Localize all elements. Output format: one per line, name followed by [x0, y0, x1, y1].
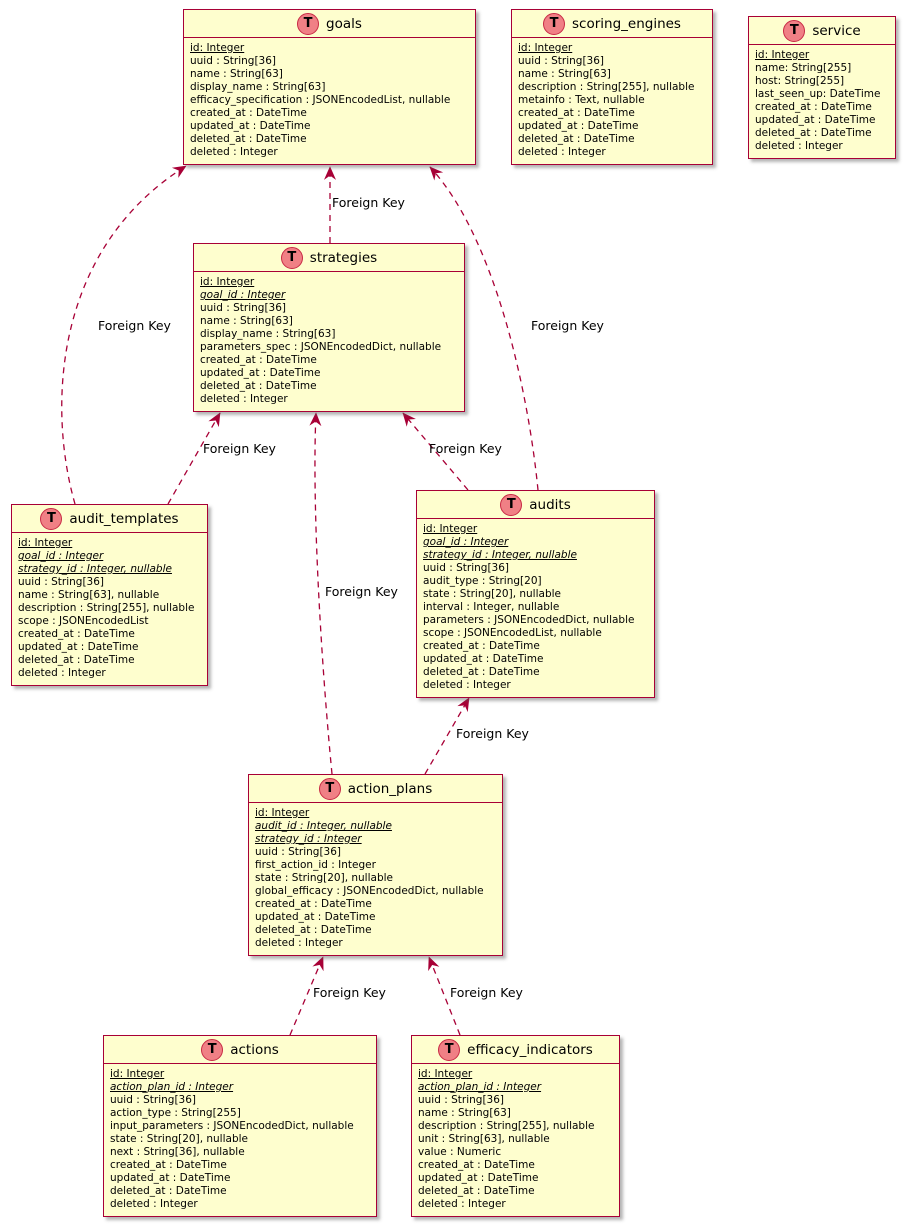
field-metainfo: metainfo : Text, nullable — [518, 94, 645, 106]
field-deleted_at: deleted_at : DateTime — [110, 1185, 227, 1197]
entity-fields — [417, 519, 654, 697]
field-deleted_at: deleted_at : DateTime — [418, 1185, 535, 1197]
entity-goals — [183, 9, 476, 165]
field-deleted: deleted : Integer — [418, 1198, 506, 1210]
field-description: description : String[255], nullable — [18, 602, 195, 614]
field-updated_at: updated_at : DateTime — [200, 367, 321, 379]
field-last_seen_up: last_seen_up: DateTime — [755, 88, 881, 100]
field-updated_at: updated_at : DateTime — [190, 120, 311, 132]
field-value: value : Numeric — [418, 1146, 502, 1158]
field-name: name : String[63] — [200, 315, 293, 327]
field-uuid: uuid : String[36] — [255, 846, 341, 858]
field-input_parameters: input_parameters : JSONEncodedDict, nullable — [110, 1120, 354, 1132]
field-id: id: Integer — [255, 807, 310, 819]
field-goal_id: goal_id : Integer — [423, 536, 509, 548]
entity-header — [417, 491, 654, 519]
entity-fields — [104, 1064, 376, 1216]
field-name: name : String[63] — [418, 1107, 511, 1119]
field-id: id: Integer — [755, 49, 810, 61]
entity-fields — [249, 803, 502, 955]
field-state: state : String[20], nullable — [255, 872, 393, 884]
entity-header — [12, 505, 207, 533]
field-audit_type: audit_type : String[20] — [423, 575, 542, 587]
entity-fields — [412, 1064, 619, 1216]
field-strategy_id: strategy_id : Integer, nullable — [423, 549, 577, 561]
field-created_at: created_at : DateTime — [518, 107, 635, 119]
table-spot-icon: T — [438, 1039, 460, 1061]
field-id: id: Integer — [418, 1068, 473, 1080]
field-uuid: uuid : String[36] — [200, 302, 286, 314]
field-parameters: parameters : JSONEncodedDict, nullable — [423, 614, 635, 626]
fk-edge-audit_templates-to-goals — [62, 166, 186, 504]
entity-title-scoring_engines: scoring_engines — [572, 15, 681, 32]
foreign-key-label: Foreign Key — [456, 726, 529, 741]
field-uuid: uuid : String[36] — [110, 1094, 196, 1106]
field-deleted: deleted : Integer — [518, 146, 606, 158]
field-deleted: deleted : Integer — [18, 667, 106, 679]
field-audit_id: audit_id : Integer, nullable — [255, 820, 392, 832]
field-state: state : String[20], nullable — [423, 588, 561, 600]
field-created_at: created_at : DateTime — [18, 628, 135, 640]
field-created_at: created_at : DateTime — [200, 354, 317, 366]
field-id: id: Integer — [200, 276, 255, 288]
table-spot-icon: T — [40, 508, 62, 530]
foreign-key-label: Foreign Key — [98, 318, 171, 333]
entity-title-actions: actions — [230, 1041, 279, 1058]
entity-audits — [416, 490, 655, 698]
field-strategy_id: strategy_id : Integer — [255, 833, 362, 845]
field-uuid: uuid : String[36] — [18, 576, 104, 588]
entity-header — [184, 10, 475, 38]
field-updated_at: updated_at : DateTime — [418, 1172, 539, 1184]
field-uuid: uuid : String[36] — [418, 1094, 504, 1106]
entity-strategies — [193, 243, 465, 412]
field-updated_at: updated_at : DateTime — [423, 653, 544, 665]
field-updated_at: updated_at : DateTime — [518, 120, 639, 132]
entity-efficacy_indicators — [411, 1035, 620, 1217]
field-id: id: Integer — [18, 537, 73, 549]
field-deleted: deleted : Integer — [200, 393, 288, 405]
field-name: name : String[63] — [518, 68, 611, 80]
entity-actions — [103, 1035, 377, 1217]
foreign-key-label: Foreign Key — [429, 441, 502, 456]
field-deleted: deleted : Integer — [110, 1198, 198, 1210]
table-spot-icon: T — [281, 247, 303, 269]
entity-action_plans — [248, 774, 503, 956]
field-interval: interval : Integer, nullable — [423, 601, 560, 613]
field-created_at: created_at : DateTime — [110, 1159, 227, 1171]
entity-scoring_engines — [511, 9, 713, 165]
field-name: name : String[63] — [190, 68, 283, 80]
entity-fields — [12, 533, 207, 685]
foreign-key-label: Foreign Key — [332, 195, 405, 210]
field-next: next : String[36], nullable — [110, 1146, 245, 1158]
field-updated_at: updated_at : DateTime — [18, 641, 139, 653]
table-spot-icon: T — [543, 13, 565, 35]
field-action_plan_id: action_plan_id : Integer — [110, 1081, 234, 1093]
field-deleted_at: deleted_at : DateTime — [423, 666, 540, 678]
field-updated_at: updated_at : DateTime — [755, 114, 876, 126]
table-spot-icon: T — [297, 13, 319, 35]
field-action_plan_id: action_plan_id : Integer — [418, 1081, 542, 1093]
field-deleted: deleted : Integer — [755, 140, 843, 152]
entity-fields — [184, 38, 475, 164]
entity-title-service: service — [812, 22, 861, 39]
field-uuid: uuid : String[36] — [190, 55, 276, 67]
field-parameters_spec: parameters_spec : JSONEncodedDict, nullable — [200, 341, 442, 353]
field-description: description : String[255], nullable — [518, 81, 695, 93]
foreign-key-label: Foreign Key — [450, 985, 523, 1000]
entity-fields — [194, 272, 464, 411]
field-uuid: uuid : String[36] — [518, 55, 604, 67]
entity-fields — [512, 38, 712, 164]
foreign-key-label: Foreign Key — [203, 441, 276, 456]
entity-header — [412, 1036, 619, 1064]
field-deleted_at: deleted_at : DateTime — [755, 127, 872, 139]
field-deleted_at: deleted_at : DateTime — [255, 924, 372, 936]
field-deleted_at: deleted_at : DateTime — [18, 654, 135, 666]
entity-header — [512, 10, 712, 38]
field-host: host: String[255] — [755, 75, 845, 87]
field-deleted: deleted : Integer — [423, 679, 511, 691]
field-updated_at: updated_at : DateTime — [110, 1172, 231, 1184]
field-created_at: created_at : DateTime — [190, 107, 307, 119]
field-name: name : String[63], nullable — [18, 589, 160, 601]
table-spot-icon: T — [319, 778, 341, 800]
entity-header — [104, 1036, 376, 1064]
field-id: id: Integer — [518, 42, 573, 54]
table-spot-icon: T — [201, 1039, 223, 1061]
entity-fields — [749, 45, 895, 158]
entity-title-goals: goals — [326, 15, 362, 32]
fk-edge-audit_templates-to-strategies — [168, 413, 220, 504]
field-created_at: created_at : DateTime — [255, 898, 372, 910]
field-first_action_id: first_action_id : Integer — [255, 859, 376, 871]
field-deleted: deleted : Integer — [255, 937, 343, 949]
entity-title-strategies: strategies — [309, 249, 378, 266]
field-action_type: action_type : String[255] — [110, 1107, 241, 1119]
field-deleted: deleted : Integer — [190, 146, 278, 158]
field-id: id: Integer — [110, 1068, 165, 1080]
entity-title-action_plans: action_plans — [347, 780, 433, 797]
field-updated_at: updated_at : DateTime — [255, 911, 376, 923]
table-spot-icon: T — [500, 494, 522, 516]
foreign-key-label: Foreign Key — [531, 318, 604, 333]
field-description: description : String[255], nullable — [418, 1120, 595, 1132]
field-scope: scope : JSONEncodedList — [18, 615, 149, 627]
field-name: name: String[255] — [755, 62, 852, 74]
field-id: id: Integer — [190, 42, 245, 54]
field-goal_id: goal_id : Integer — [200, 289, 286, 301]
field-deleted_at: deleted_at : DateTime — [200, 380, 317, 392]
field-id: id: Integer — [423, 523, 478, 535]
field-deleted_at: deleted_at : DateTime — [190, 133, 307, 145]
foreign-key-label: Foreign Key — [325, 584, 398, 599]
entity-header — [194, 244, 464, 272]
field-unit: unit : String[63], nullable — [418, 1133, 550, 1145]
table-spot-icon: T — [783, 20, 805, 42]
field-created_at: created_at : DateTime — [755, 101, 872, 113]
field-deleted_at: deleted_at : DateTime — [518, 133, 635, 145]
field-created_at: created_at : DateTime — [423, 640, 540, 652]
entity-header — [749, 17, 895, 45]
field-uuid: uuid : String[36] — [423, 562, 509, 574]
field-efficacy_specification: efficacy_specification : JSONEncodedList, nullable — [190, 94, 451, 106]
field-display_name: display_name : String[63] — [200, 328, 336, 340]
entity-title-audits: audits — [529, 496, 571, 513]
field-global_efficacy: global_efficacy : JSONEncodedDict, nullable — [255, 885, 484, 897]
entity-service — [748, 16, 896, 159]
field-display_name: display_name : String[63] — [190, 81, 326, 93]
field-scope: scope : JSONEncodedList, nullable — [423, 627, 602, 639]
entity-title-audit_templates: audit_templates — [69, 510, 179, 527]
foreign-key-label: Foreign Key — [313, 985, 386, 1000]
entity-audit_templates — [11, 504, 208, 686]
field-goal_id: goal_id : Integer — [18, 550, 104, 562]
field-state: state : String[20], nullable — [110, 1133, 248, 1145]
field-strategy_id: strategy_id : Integer, nullable — [18, 563, 172, 575]
field-created_at: created_at : DateTime — [418, 1159, 535, 1171]
entity-header — [249, 775, 502, 803]
entity-title-efficacy_indicators: efficacy_indicators — [467, 1041, 593, 1058]
